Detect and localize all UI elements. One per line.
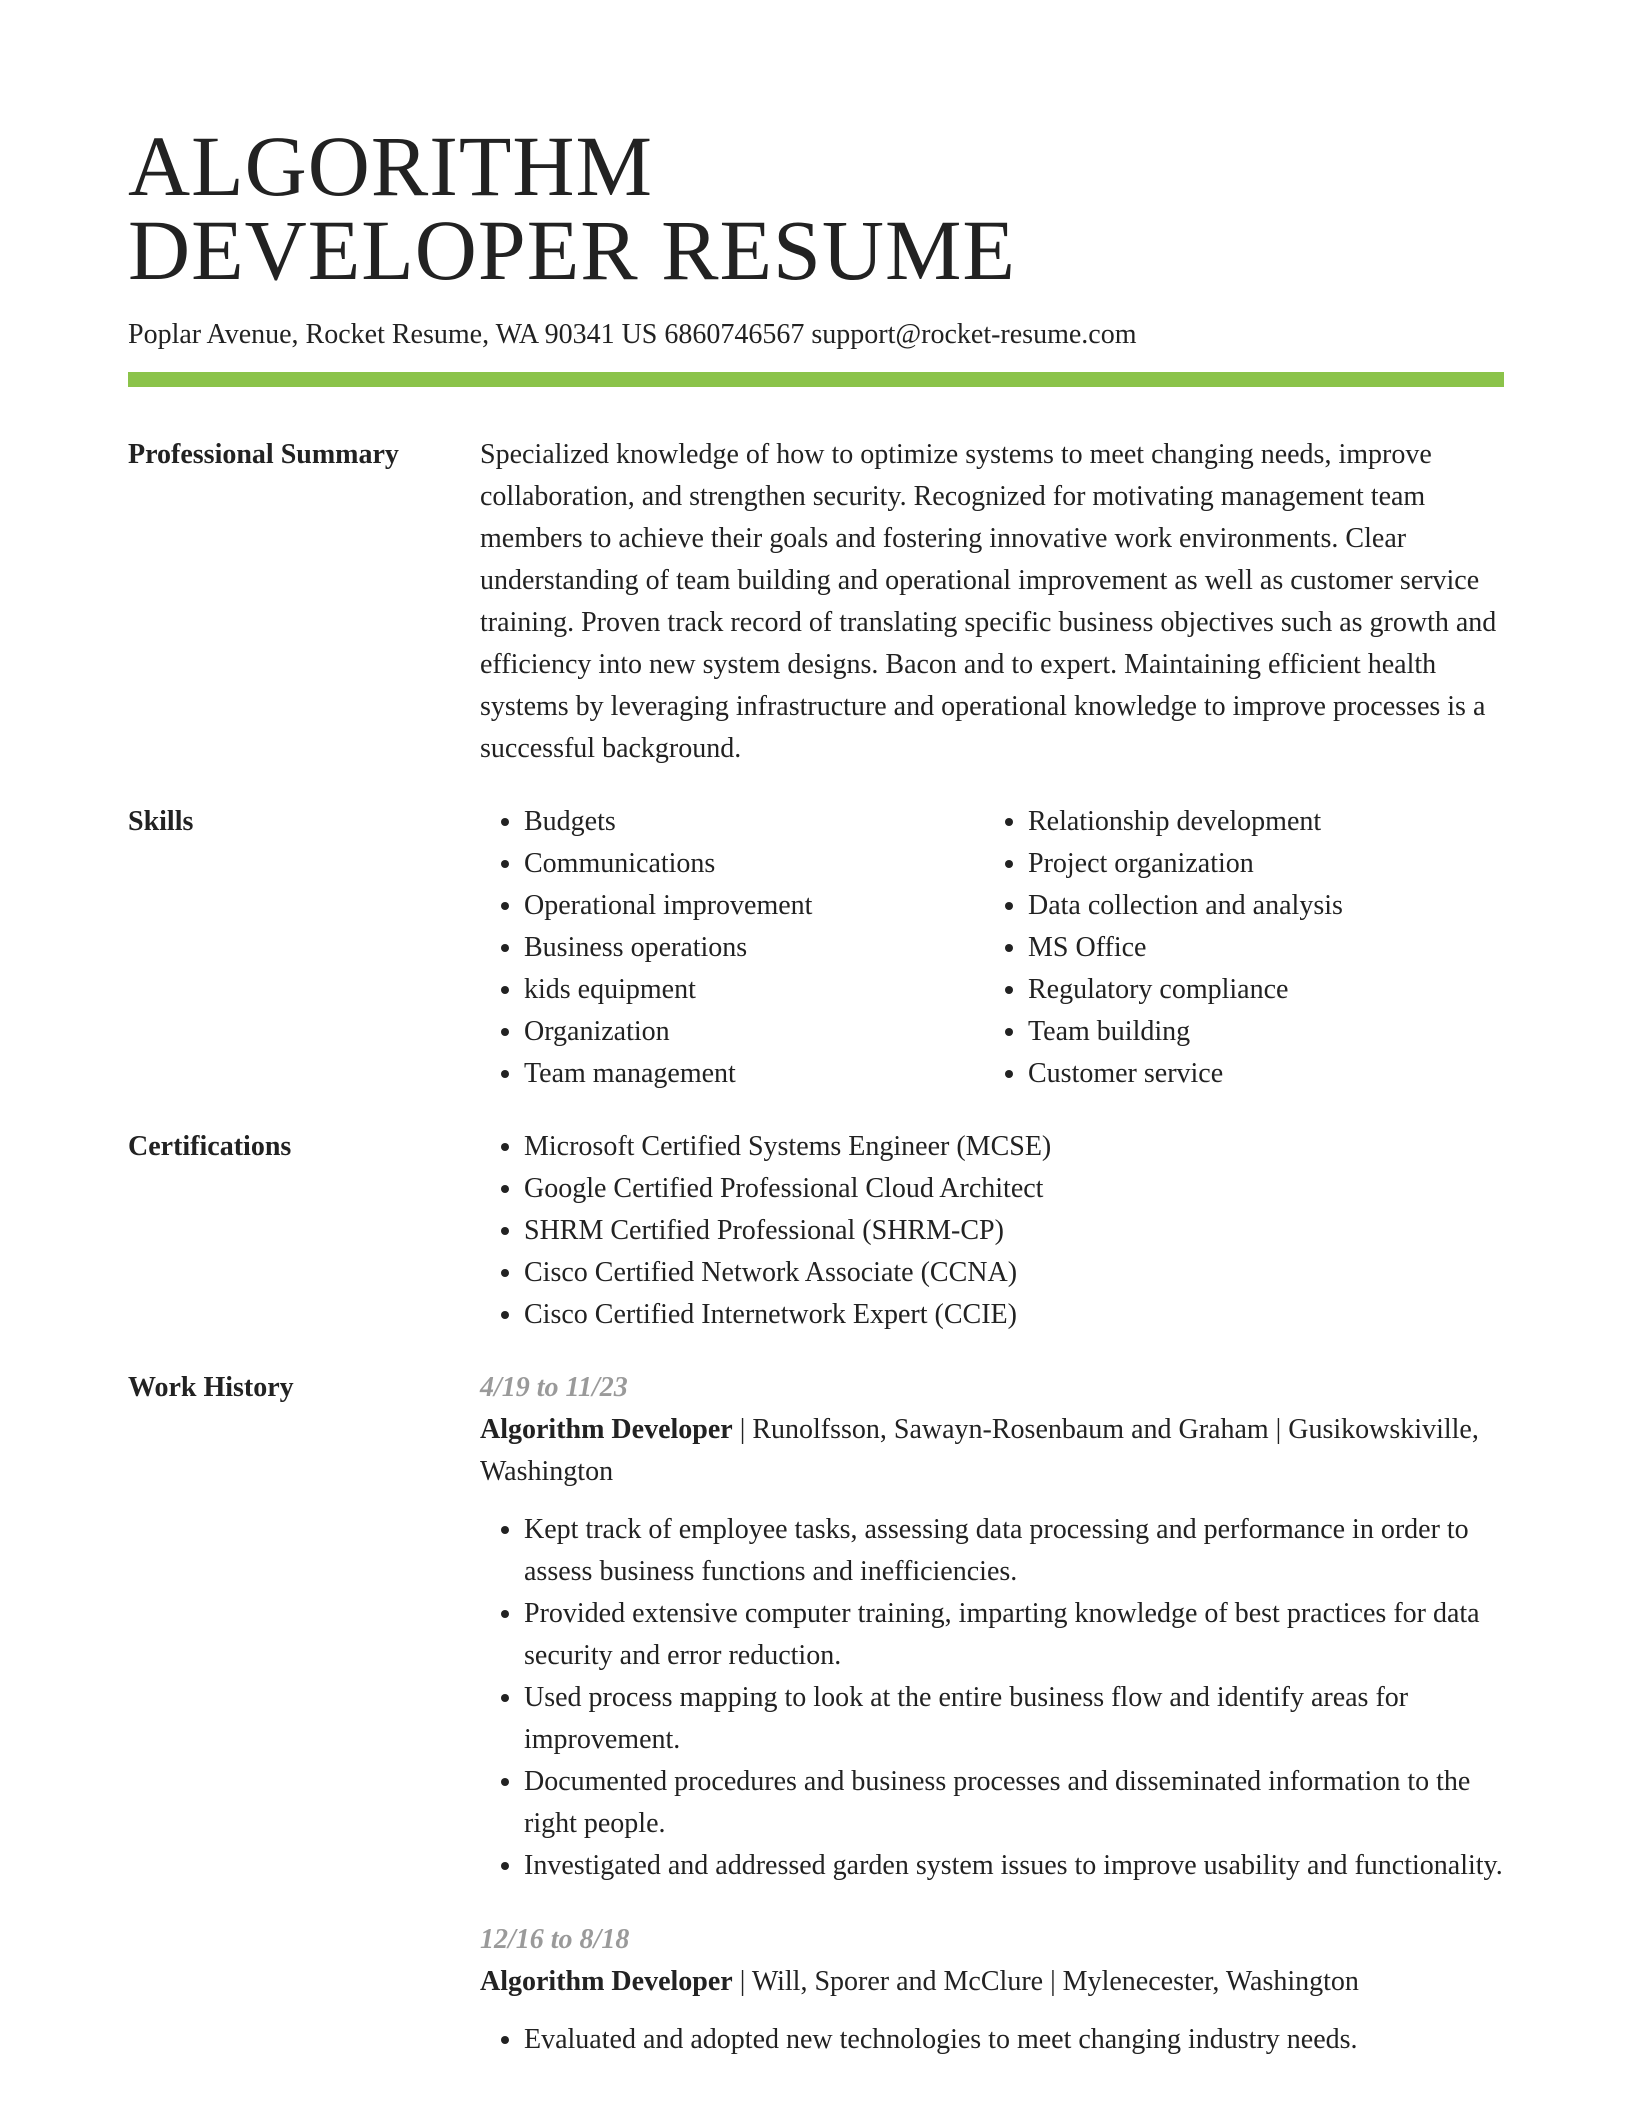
work-history-body <box>480 1367 1504 2061</box>
skill-item: • MS Office <box>1028 927 1504 969</box>
skills-list <box>480 801 1504 1095</box>
job-bullet: • Provided extensive computer training, imparting knowledge of best practices for data security and error reduction. <box>524 1593 1504 1677</box>
certifications-list <box>480 1126 1504 1336</box>
skill-item: • Communications <box>524 843 984 885</box>
skills-column-2 <box>984 801 1504 1095</box>
certifications-section <box>128 1126 1504 1336</box>
skill-item: • Organization <box>524 1011 984 1053</box>
title-line-1: ALGORITHM <box>128 118 653 214</box>
skill-item: • Operational improvement <box>524 885 984 927</box>
professional-summary-section <box>128 434 1504 770</box>
section-label-summary: Professional Summary <box>128 439 399 470</box>
skill-item: • Regulatory compliance <box>1028 969 1504 1011</box>
contact-info: Poplar Avenue, Rocket Resume, WA 90341 US 6860746567 support@rocket-resume.com <box>128 319 1137 350</box>
skill-item: • Budgets <box>524 801 984 843</box>
skills-section <box>128 801 1504 1095</box>
job-entry <box>480 1367 1504 1887</box>
job-bullet: • Kept track of employee tasks, assessing data processing and performance in order to assess business functions and inefficiencies. <box>524 1509 1504 1593</box>
accent-divider <box>128 372 1504 387</box>
skill-item: • Relationship development <box>1028 801 1504 843</box>
job-responsibilities <box>480 1509 1504 1887</box>
certification-item: • Microsoft Certified Systems Engineer (MCSE) <box>524 1126 1504 1168</box>
job-dates: 12/16 to 8/18 <box>480 1924 630 1955</box>
job-bullet: • Investigated and addressed garden system issues to improve usability and functionality. <box>524 1845 1504 1887</box>
resume-title <box>128 118 1504 298</box>
job-employer-location: | Will, Sporer and McClure | Mylenecester, Washington <box>732 1966 1359 1997</box>
certifications-body <box>480 1126 1504 1336</box>
skills-column-1 <box>480 801 984 1095</box>
work-history-section <box>128 1367 1504 2061</box>
section-label-work-history: Work History <box>128 1372 294 1403</box>
job-bullet: • Documented procedures and business processes and disseminated information to the right people. <box>524 1761 1504 1845</box>
job-title: Algorithm Developer <box>480 1414 733 1445</box>
job-title: Algorithm Developer <box>480 1966 733 1997</box>
skill-item: • Data collection and analysis <box>1028 885 1504 927</box>
job-heading <box>480 1961 1504 2003</box>
certification-item: • Google Certified Professional Cloud Architect <box>524 1168 1504 1210</box>
skill-item: • kids equipment <box>524 969 984 1011</box>
title-line-2: DEVELOPER RESUME <box>128 202 1016 298</box>
certification-item: • Cisco Certified Internetwork Expert (CCIE) <box>524 1294 1504 1336</box>
job-bullet: • Used process mapping to look at the entire business flow and identify areas for improvement. <box>524 1677 1504 1761</box>
job-bullet: • Evaluated and adopted new technologies to meet changing industry needs. <box>524 2019 1504 2061</box>
section-label-certifications: Certifications <box>128 1131 292 1162</box>
job-dates: 4/19 to 11/23 <box>480 1372 628 1403</box>
skill-item: • Business operations <box>524 927 984 969</box>
skill-item: • Customer service <box>1028 1053 1504 1095</box>
job-responsibilities <box>480 2019 1504 2061</box>
certification-item: • SHRM Certified Professional (SHRM-CP) <box>524 1210 1504 1252</box>
certification-item: • Cisco Certified Network Associate (CCNA) <box>524 1252 1504 1294</box>
skill-item: • Team building <box>1028 1011 1504 1053</box>
summary-text: Specialized knowledge of how to optimize systems to meet changing needs, improve collaboration, and strengthen security. Recognized for motivating management team members to achieve their goals and fostering innovative work environments. Clear understanding of team building and operational improvement as well as customer service training. Proven track record of translating specific business objectives such as growth and efficiency into new system designs. Bacon and to expert. Maintaining efficient health systems by leveraging infrastructure and operational knowledge to improve processes is a successful background. <box>480 439 1497 764</box>
section-label-skills: Skills <box>128 806 194 837</box>
skill-item: • Project organization <box>1028 843 1504 885</box>
job-entry <box>480 1919 1504 2061</box>
skill-item: • Team management <box>524 1053 984 1095</box>
job-heading <box>480 1409 1504 1493</box>
job-employer-location: | Runolfsson, Sawayn-Rosenbaum and Graham | Gusikowskiville, Washington <box>480 1414 1479 1487</box>
